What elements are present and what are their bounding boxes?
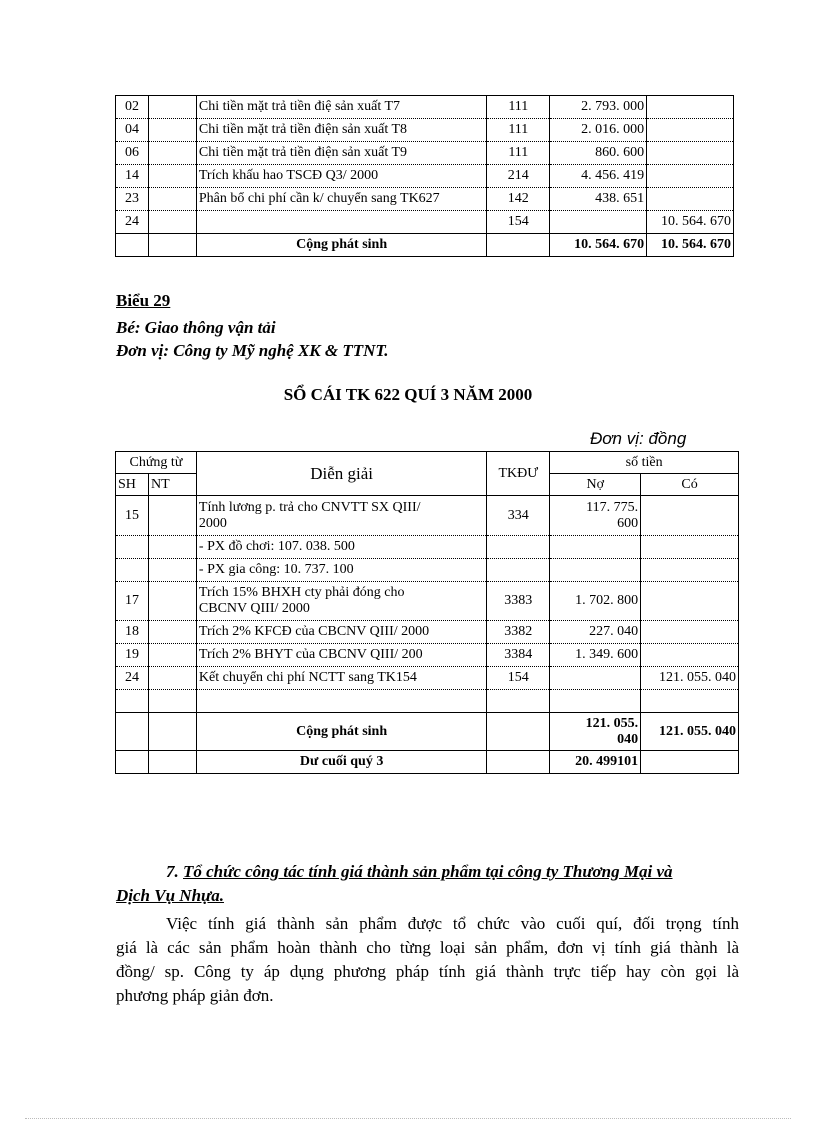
total-row bbox=[116, 713, 739, 751]
form-number: Biểu 29 bbox=[116, 291, 171, 310]
total-credit: 121. 055. 040 bbox=[641, 713, 739, 751]
credit-cell: 10. 564. 670 bbox=[647, 211, 734, 234]
header-so-tien: số tiền bbox=[550, 452, 739, 474]
debit-line: 121. 055. bbox=[585, 715, 639, 731]
desc-cell bbox=[196, 496, 486, 536]
desc-cell: - PX gia công: 10. 737. 100 bbox=[196, 559, 486, 582]
balance-label: Dư cuối quý 3 bbox=[196, 751, 486, 774]
table-row bbox=[116, 644, 739, 667]
header-chung-tu: Chứng từ bbox=[116, 452, 197, 474]
sh-cell: 18 bbox=[116, 621, 149, 644]
sh-cell: 14 bbox=[116, 165, 149, 188]
sh-cell: 17 bbox=[116, 582, 149, 621]
total-credit: 10. 564. 670 bbox=[647, 234, 734, 257]
desc-line: 2000 bbox=[198, 515, 227, 531]
currency-unit: Đơn vị: đồng bbox=[590, 429, 687, 448]
ledger-table-622 bbox=[115, 451, 739, 774]
table-row bbox=[116, 142, 734, 165]
section-number: 7. bbox=[166, 862, 179, 881]
unit-line: Đơn vị: Công ty Mỹ nghệ XK & TTNT. bbox=[116, 341, 389, 360]
balance-debit: 20. 499101 bbox=[550, 751, 641, 774]
header-nt: NT bbox=[148, 474, 196, 496]
tk-cell: 111 bbox=[487, 142, 550, 165]
credit-cell bbox=[647, 96, 734, 119]
desc-line: Trích 15% BHXH cty phải đóng cho bbox=[198, 585, 405, 600]
debit-line: 117. 775. bbox=[586, 499, 639, 515]
desc-cell: Chi tiền mặt trả tiền điện sản xuất T9 bbox=[196, 142, 486, 165]
debit-line: 600 bbox=[617, 515, 639, 531]
body-paragraph bbox=[116, 912, 739, 1008]
section-heading bbox=[116, 860, 739, 908]
desc-cell: Trích 2% KFCĐ của CBCNV QIII/ 2000 bbox=[196, 621, 486, 644]
nt-cell bbox=[148, 96, 196, 119]
header-tkdu: TKĐƯ bbox=[487, 452, 550, 496]
nt-cell bbox=[148, 211, 196, 234]
credit-cell bbox=[641, 582, 739, 621]
tk-cell: 154 bbox=[487, 667, 550, 690]
header-row bbox=[116, 452, 739, 474]
debit-cell bbox=[550, 667, 641, 690]
page-footer-divider bbox=[25, 1118, 791, 1119]
tk-cell: 214 bbox=[487, 165, 550, 188]
sh-cell: 04 bbox=[116, 119, 149, 142]
debit-cell: 1. 349. 600 bbox=[550, 644, 641, 667]
table-row bbox=[116, 536, 739, 559]
desc-cell: - PX đồ chơi: 107. 038. 500 bbox=[196, 536, 486, 559]
desc-cell: Phân bổ chi phí cần k/ chuyển sang TK627 bbox=[196, 188, 486, 211]
section-title-line2: Dịch Vụ Nhựa. bbox=[116, 886, 224, 905]
paragraph-line: giá là các sản phẩm hoàn thành cho từng loại sản phẩm, đơn vị tính giá thành là bbox=[116, 938, 739, 957]
credit-cell: 121. 055. 040 bbox=[641, 667, 739, 690]
credit-cell bbox=[641, 496, 739, 536]
sh-cell: 06 bbox=[116, 142, 149, 165]
section-title-line1: Tổ chức công tác tính giá thành sản phẩm tại công ty Thương Mại và bbox=[183, 862, 673, 881]
tk-cell: 334 bbox=[487, 496, 550, 536]
tk-cell: 111 bbox=[487, 119, 550, 142]
tk-cell: 142 bbox=[487, 188, 550, 211]
credit-cell bbox=[647, 142, 734, 165]
sh-cell: 24 bbox=[116, 667, 149, 690]
debit-line: 040 bbox=[617, 731, 639, 747]
desc-cell: Chi tiền mặt trả tiền điện sản xuất T8 bbox=[196, 119, 486, 142]
ministry-line: Bé: Giao thông vận tải bbox=[116, 318, 276, 337]
credit-cell bbox=[641, 644, 739, 667]
tk-cell: 3383 bbox=[487, 582, 550, 621]
table-row bbox=[116, 188, 734, 211]
table-row bbox=[116, 690, 739, 713]
nt-cell bbox=[148, 142, 196, 165]
table-row bbox=[116, 559, 739, 582]
paragraph-line: đồng/ sp. Công ty áp dụng phương pháp tính giá thành trực tiếp hay còn gọi là bbox=[116, 962, 739, 981]
desc-cell: Kết chuyển chi phí NCTT sang TK154 bbox=[196, 667, 486, 690]
desc-cell bbox=[196, 211, 486, 234]
debit-cell bbox=[550, 496, 641, 536]
desc-line: Tính lương p. trả cho CNVTT SX QIII/ bbox=[198, 499, 421, 515]
sh-cell: 02 bbox=[116, 96, 149, 119]
debit-cell: 438. 651 bbox=[550, 188, 647, 211]
debit-cell: 2. 016. 000 bbox=[550, 119, 647, 142]
paragraph-line: phương pháp giản đơn. bbox=[116, 986, 274, 1005]
debit-cell: 4. 456. 419 bbox=[550, 165, 647, 188]
total-label: Cộng phát sinh bbox=[196, 713, 486, 751]
table-row bbox=[116, 621, 739, 644]
page-title: SỔ CÁI TK 622 QUÍ 3 NĂM 2000 bbox=[283, 385, 533, 404]
desc-cell bbox=[196, 582, 486, 621]
header-no: Nợ bbox=[550, 474, 641, 496]
table-row bbox=[116, 165, 734, 188]
debit-cell: 860. 600 bbox=[550, 142, 647, 165]
table-row bbox=[116, 96, 734, 119]
credit-cell bbox=[647, 188, 734, 211]
table-row bbox=[116, 582, 739, 621]
sh-cell: 15 bbox=[116, 496, 149, 536]
header-dien-giai: Diễn giải bbox=[196, 452, 486, 496]
sh-cell: 19 bbox=[116, 644, 149, 667]
desc-cell: Trích khấu hao TSCĐ Q3/ 2000 bbox=[196, 165, 486, 188]
debit-cell bbox=[550, 211, 647, 234]
total-debit bbox=[550, 713, 641, 751]
credit-cell bbox=[647, 119, 734, 142]
debit-cell: 227. 040 bbox=[550, 621, 641, 644]
sh-cell: 23 bbox=[116, 188, 149, 211]
sh-cell: 24 bbox=[116, 211, 149, 234]
paragraph-line: Việc tính giá thành sản phẩm được tổ chức vào cuối quí, đối trọng tính bbox=[166, 914, 739, 933]
total-debit: 10. 564. 670 bbox=[550, 234, 647, 257]
nt-cell bbox=[148, 188, 196, 211]
debit-cell: 1. 702. 800 bbox=[550, 582, 641, 621]
table-row bbox=[116, 667, 739, 690]
desc-cell: Trích 2% BHYT của CBCNV QIII/ 200 bbox=[196, 644, 486, 667]
tk-cell: 3384 bbox=[487, 644, 550, 667]
tk-cell: 3382 bbox=[487, 621, 550, 644]
table-row bbox=[116, 211, 734, 234]
table-row bbox=[116, 496, 739, 536]
table-row bbox=[116, 119, 734, 142]
desc-cell: Chi tiền mặt trả tiền điệ sản xuất T7 bbox=[196, 96, 486, 119]
desc-line: CBCNV QIII/ 2000 bbox=[198, 601, 310, 616]
tk-cell: 111 bbox=[487, 96, 550, 119]
total-label: Cộng phát sinh bbox=[196, 234, 486, 257]
nt-cell bbox=[148, 119, 196, 142]
header-co: Có bbox=[641, 474, 739, 496]
credit-cell bbox=[647, 165, 734, 188]
debit-cell: 2. 793. 000 bbox=[550, 96, 647, 119]
header-sh: SH bbox=[116, 474, 149, 496]
total-row bbox=[116, 234, 734, 257]
nt-cell bbox=[148, 165, 196, 188]
ledger-table-continuation bbox=[115, 95, 734, 257]
tk-cell: 154 bbox=[487, 211, 550, 234]
balance-row bbox=[116, 751, 739, 774]
credit-cell bbox=[641, 621, 739, 644]
